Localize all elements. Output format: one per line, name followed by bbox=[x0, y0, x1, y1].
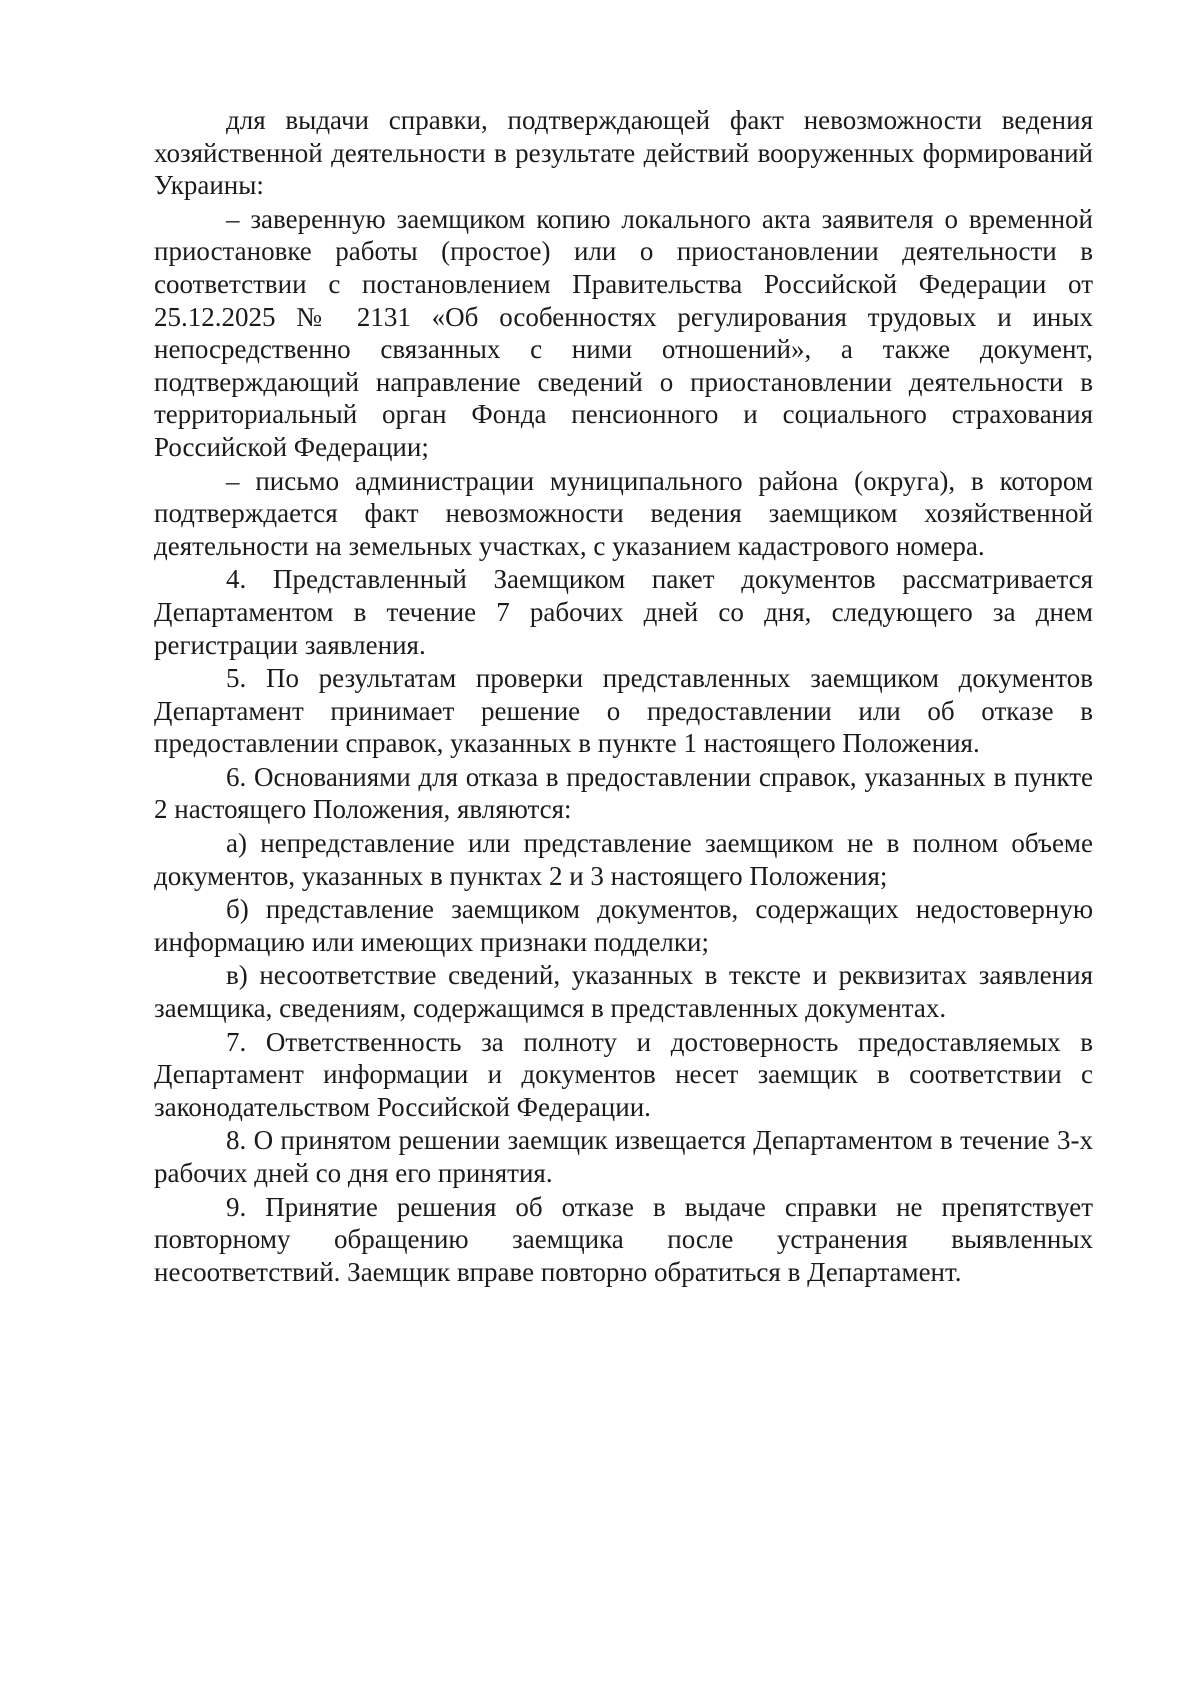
paragraph-item-4: 4. Представленный Заемщиком пакет документов рассматривается Департаментом в течение 7 рабочих дней со дня, следующего за днем регистрации заявления. bbox=[154, 564, 1093, 660]
paragraph-item-6a: а) непредставление или представление заемщиком не в полном объеме документов, указанных в пунктах 2 и 3 настоящего Положения; bbox=[154, 828, 1093, 891]
paragraph-item-6: 6. Основаниями для отказа в предоставлении справок, указанных в пункте 2 настоящего Положения, являются: bbox=[154, 761, 1093, 825]
paragraph-item-6b: б) представление заемщиком документов, содержащих недостоверную информацию или имеющих признаки подделки; bbox=[154, 894, 1093, 957]
paragraph-local-act: – заверенную заемщиком копию локального акта заявителя о временной приостановке работы (простое) или о приостановлении деятельности в соответствии с постановлением Правительства Российской Федерации от 25.12.2025 № 2131 «Об особенностях регулирования трудовых и иных непосредственно связанных с ними отношений», а также документ, подтверждающий направление сведений о приостановлении деятельности в территориальный орган Фонда пенсионного и социального страхования Российской Федерации; bbox=[154, 203, 1093, 462]
document-body bbox=[154, 104, 1093, 1289]
paragraph-administration-letter: – письмо администрации муниципального района (округа), в котором подтверждается факт невозможности ведения заемщиком хозяйственной деятельности на земельных участках, с указанием кадастрового номера. bbox=[154, 465, 1093, 561]
paragraph-item-6v: в) несоответствие сведений, указанных в тексте и реквизитах заявления заемщика, сведениям, содержащимся в представленных документах. bbox=[154, 960, 1093, 1024]
paragraph-item-9: 9. Принятие решения об отказе в выдаче справки не препятствует повторному обращению заемщика после устранения выявленных несоответствий. Заемщик вправе повторно обратиться в Департамент. bbox=[154, 1191, 1093, 1287]
paragraph-continuation: для выдачи справки, подтверждающей факт невозможности ведения хозяйственной деятельности в результате действий вооруженных формирований Украины: bbox=[154, 105, 1093, 201]
paragraph-item-5: 5. По результатам проверки представленных заемщиком документов Департамент принимает решение о предоставлении или об отказе в предоставлении справок, указанных в пункте 1 настоящего Положения. bbox=[154, 663, 1093, 759]
paragraph-item-8: 8. О принятом решении заемщик извещается Департаментом в течение 3-х рабочих дней со дня его принятия. bbox=[154, 1125, 1093, 1188]
paragraph-item-7: 7. Ответственность за полноту и достоверность предоставляемых в Департамент информации и документов несет заемщик в соответствии с законодательством Российской Федерации. bbox=[154, 1026, 1093, 1122]
